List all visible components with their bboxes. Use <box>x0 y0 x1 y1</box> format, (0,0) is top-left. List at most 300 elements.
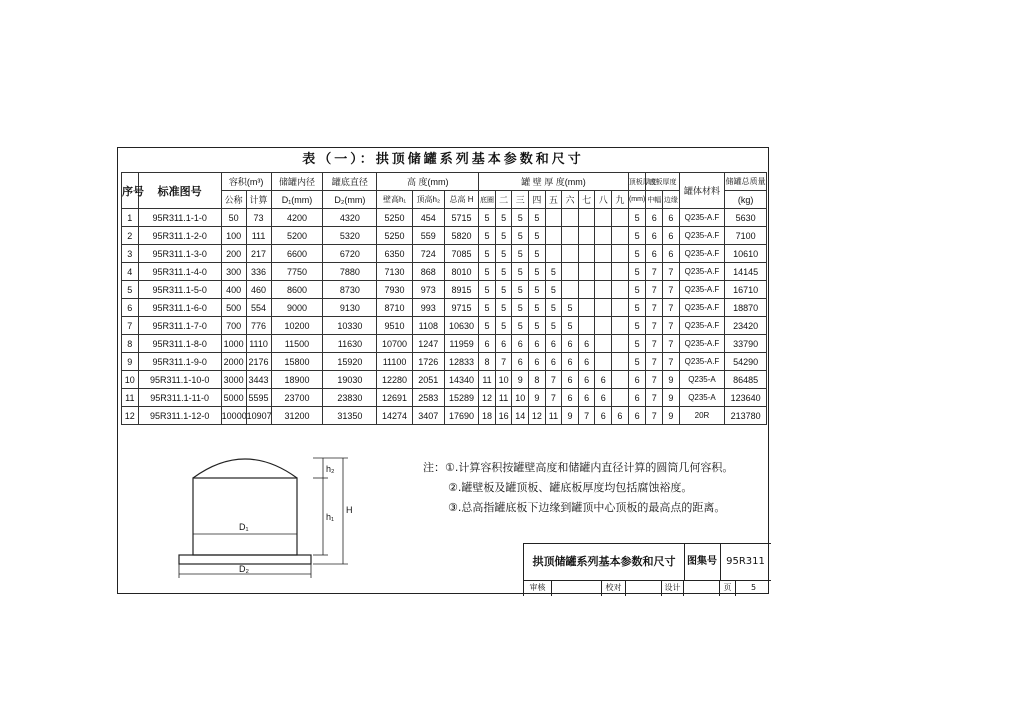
course-thk-cell: 5 <box>562 299 579 317</box>
course-thk-cell: 11 <box>545 407 562 425</box>
course-thk-cell: 9 <box>562 407 579 425</box>
thk-top-cell: 5 <box>628 227 646 245</box>
course-thk-cell <box>578 317 595 335</box>
course-thk-cell: 5 <box>495 299 512 317</box>
course-thk-cell: 5 <box>479 209 496 227</box>
course-thk-cell <box>595 281 612 299</box>
review-label: 审核 <box>524 580 552 596</box>
course-thk-cell: 5 <box>512 245 529 263</box>
course-thk-cell: 8 <box>479 353 496 371</box>
course-thk-cell: 11 <box>495 389 512 407</box>
cap-calc-cell: 336 <box>246 263 271 281</box>
course-thk-cell <box>578 245 595 263</box>
seq-cell: 7 <box>122 317 139 335</box>
thk-edge-cell: 6 <box>663 227 680 245</box>
thk-top-cell: 5 <box>628 263 646 281</box>
material-cell: Q235-A.F <box>679 245 725 263</box>
cap-nominal-cell: 500 <box>221 299 246 317</box>
col-cap-calc: 计算 <box>246 191 271 209</box>
table-row <box>122 371 767 389</box>
d2-cell: 19030 <box>323 371 377 389</box>
material-cell: 20R <box>679 407 725 425</box>
course-thk-cell <box>612 209 629 227</box>
seq-cell: 3 <box>122 245 139 263</box>
std-no-cell: 95R311.1-4-0 <box>138 263 221 281</box>
course-thk-cell: 6 <box>562 335 579 353</box>
course-thk-cell: 5 <box>495 227 512 245</box>
note-1: 注：①.计算容积按罐壁高度和储罐内直径计算的圆筒几何容积。 <box>423 461 734 474</box>
thk-mid-cell: 7 <box>646 317 663 335</box>
thk-mid-cell: 7 <box>646 335 663 353</box>
thk-edge-cell: 7 <box>663 281 680 299</box>
col-h-wall: 壁高h₁ <box>377 191 412 209</box>
std-no-cell: 95R311.1-3-0 <box>138 245 221 263</box>
h-total-cell: 11959 <box>444 335 478 353</box>
h-top-cell: 973 <box>412 281 444 299</box>
d1-cell: 5200 <box>271 227 323 245</box>
h-total-cell: 15289 <box>444 389 478 407</box>
thk-edge-cell: 9 <box>663 407 680 425</box>
col-course-9: 九 <box>612 191 629 209</box>
d1-cell: 31200 <box>271 407 323 425</box>
thk-edge-cell: 7 <box>663 317 680 335</box>
std-no-cell: 95R311.1-10-0 <box>138 371 221 389</box>
d2-cell: 23830 <box>323 389 377 407</box>
col-std-no: 标准图号 <box>138 173 221 209</box>
weight-cell: 23420 <box>725 317 767 335</box>
d2-cell: 8730 <box>323 281 377 299</box>
col-h-top: 顶高h₂ <box>412 191 444 209</box>
atlas-label: 图集号 <box>684 544 721 580</box>
signature-row <box>524 580 771 596</box>
label-h1: h₁ <box>326 512 335 522</box>
h-top-cell: 559 <box>412 227 444 245</box>
std-no-cell: 95R311.1-11-0 <box>138 389 221 407</box>
thk-top-cell: 5 <box>628 281 646 299</box>
h-total-cell: 9715 <box>444 299 478 317</box>
cap-calc-cell: 10907 <box>246 407 271 425</box>
h-wall-cell: 12691 <box>377 389 412 407</box>
course-thk-cell: 5 <box>529 281 546 299</box>
tank-base <box>179 555 311 564</box>
course-thk-cell: 5 <box>512 263 529 281</box>
course-thk-cell <box>612 263 629 281</box>
course-thk-cell <box>595 317 612 335</box>
course-thk-cell <box>612 281 629 299</box>
col-d1-unit: D₁(mm) <box>271 191 323 209</box>
table-row <box>122 263 767 281</box>
seq-cell: 12 <box>122 407 139 425</box>
course-thk-cell: 6 <box>578 371 595 389</box>
col-thk-bottom: 底板厚度 <box>646 173 679 191</box>
course-thk-cell: 7 <box>545 371 562 389</box>
col-thk-unit: (mm) <box>628 191 646 209</box>
course-thk-cell: 6 <box>562 371 579 389</box>
course-thk-cell: 18 <box>479 407 496 425</box>
col-material: 罐体材料 <box>679 173 725 209</box>
course-thk-cell: 5 <box>529 317 546 335</box>
d2-cell: 9130 <box>323 299 377 317</box>
cap-calc-cell: 217 <box>246 245 271 263</box>
h-wall-cell: 5250 <box>377 209 412 227</box>
d1-cell: 18900 <box>271 371 323 389</box>
col-height: 高 度(mm) <box>377 173 479 191</box>
seq-cell: 2 <box>122 227 139 245</box>
thk-top-cell: 6 <box>628 389 646 407</box>
col-thk-top: 顶板厚度 <box>628 173 646 191</box>
h-top-cell: 724 <box>412 245 444 263</box>
review-signature <box>552 580 602 596</box>
page-number: 5 <box>750 583 757 592</box>
h-top-cell: 3407 <box>412 407 444 425</box>
course-thk-cell: 6 <box>562 353 579 371</box>
course-thk-cell <box>612 317 629 335</box>
cap-nominal-cell: 2000 <box>221 353 246 371</box>
material-cell: Q235-A.F <box>679 263 725 281</box>
cap-calc-cell: 460 <box>246 281 271 299</box>
course-thk-cell: 7 <box>578 407 595 425</box>
std-no-cell: 95R311.1-2-0 <box>138 227 221 245</box>
course-thk-cell: 5 <box>479 317 496 335</box>
table-row <box>122 407 767 425</box>
col-course-8: 八 <box>595 191 612 209</box>
material-cell: Q235-A.F <box>679 299 725 317</box>
h-total-cell: 5715 <box>444 209 478 227</box>
course-thk-cell <box>578 209 595 227</box>
table-row <box>122 281 767 299</box>
thk-edge-cell: 7 <box>663 299 680 317</box>
cap-calc-cell: 111 <box>246 227 271 245</box>
std-no-cell: 95R311.1-1-0 <box>138 209 221 227</box>
d1-cell: 10200 <box>271 317 323 335</box>
h-total-cell: 8010 <box>444 263 478 281</box>
thk-top-cell: 5 <box>628 335 646 353</box>
course-thk-cell <box>612 371 629 389</box>
material-cell: Q235-A.F <box>679 335 725 353</box>
thk-top-cell: 5 <box>628 317 646 335</box>
title-block <box>523 543 771 596</box>
col-weight: 储罐总质量 <box>725 173 767 191</box>
course-thk-cell: 10 <box>512 389 529 407</box>
course-thk-cell: 5 <box>529 209 546 227</box>
course-thk-cell: 6 <box>578 335 595 353</box>
col-bottom-dia: 罐底直径 <box>323 173 377 191</box>
thk-mid-cell: 7 <box>646 299 663 317</box>
seq-cell: 5 <box>122 281 139 299</box>
seq-cell: 11 <box>122 389 139 407</box>
h-total-cell: 7085 <box>444 245 478 263</box>
course-thk-cell: 6 <box>595 371 612 389</box>
course-thk-cell <box>595 245 612 263</box>
material-cell: Q235-A <box>679 371 725 389</box>
std-no-cell: 95R311.1-8-0 <box>138 335 221 353</box>
course-thk-cell: 5 <box>545 281 562 299</box>
d1-cell: 23700 <box>271 389 323 407</box>
weight-cell: 10610 <box>725 245 767 263</box>
course-thk-cell: 5 <box>495 317 512 335</box>
col-thk-edge: 边缘 <box>663 191 680 209</box>
col-inner-dia: 储罐内径 <box>271 173 323 191</box>
d1-cell: 11500 <box>271 335 323 353</box>
col-wall-thk: 罐 壁 厚 度(mm) <box>479 173 629 191</box>
course-thk-cell: 5 <box>495 245 512 263</box>
course-thk-cell <box>578 281 595 299</box>
course-thk-cell: 5 <box>512 227 529 245</box>
thk-edge-cell: 7 <box>663 335 680 353</box>
table-row <box>122 227 767 245</box>
tank-shell <box>193 478 297 555</box>
table-row <box>122 335 767 353</box>
seq-cell: 6 <box>122 299 139 317</box>
thk-mid-cell: 7 <box>646 263 663 281</box>
thk-top-cell: 5 <box>628 245 646 263</box>
h-wall-cell: 7930 <box>377 281 412 299</box>
table-row <box>122 209 767 227</box>
std-no-cell: 95R311.1-6-0 <box>138 299 221 317</box>
label-d2: D₂ <box>239 564 249 574</box>
d2-cell: 5320 <box>323 227 377 245</box>
course-thk-cell <box>595 227 612 245</box>
h-wall-cell: 7130 <box>377 263 412 281</box>
course-thk-cell: 5 <box>479 245 496 263</box>
course-thk-cell: 5 <box>479 299 496 317</box>
h-wall-cell: 5250 <box>377 227 412 245</box>
thk-mid-cell: 6 <box>646 227 663 245</box>
cap-nominal-cell: 100 <box>221 227 246 245</box>
d1-cell: 15800 <box>271 353 323 371</box>
course-thk-cell <box>545 209 562 227</box>
course-thk-cell: 5 <box>529 227 546 245</box>
course-thk-cell: 6 <box>495 335 512 353</box>
col-h-total: 总高 H <box>444 191 478 209</box>
parameter-table <box>121 172 767 425</box>
thk-edge-cell: 6 <box>663 209 680 227</box>
weight-cell: 16710 <box>725 281 767 299</box>
titleblock-title: 拱顶储罐系列基本参数和尺寸 <box>524 544 685 580</box>
notes <box>423 458 733 518</box>
weight-cell: 5630 <box>725 209 767 227</box>
h-total-cell: 10630 <box>444 317 478 335</box>
cap-nominal-cell: 700 <box>221 317 246 335</box>
course-thk-cell: 12 <box>529 407 546 425</box>
cap-nominal-cell: 300 <box>221 263 246 281</box>
course-thk-cell: 5 <box>479 263 496 281</box>
seq-cell: 9 <box>122 353 139 371</box>
h-wall-cell: 9510 <box>377 317 412 335</box>
col-course-7: 七 <box>578 191 595 209</box>
course-thk-cell: 5 <box>512 209 529 227</box>
d1-cell: 6600 <box>271 245 323 263</box>
d1-cell: 7750 <box>271 263 323 281</box>
course-thk-cell <box>612 335 629 353</box>
course-thk-cell: 5 <box>545 263 562 281</box>
tank-diagram <box>173 448 423 588</box>
h-total-cell: 14340 <box>444 371 478 389</box>
course-thk-cell <box>612 353 629 371</box>
col-course-5: 五 <box>545 191 562 209</box>
course-thk-cell <box>595 263 612 281</box>
course-thk-cell <box>562 281 579 299</box>
thk-top-cell: 6 <box>628 407 646 425</box>
cap-calc-cell: 776 <box>246 317 271 335</box>
course-thk-cell: 6 <box>578 389 595 407</box>
note-2: ②.罐壁板及罐顶板、罐底板厚度均包括腐蚀裕度。 <box>448 481 693 494</box>
material-cell: Q235-A.F <box>679 353 725 371</box>
weight-cell: 123640 <box>725 389 767 407</box>
course-thk-cell: 5 <box>479 281 496 299</box>
course-thk-cell <box>562 263 579 281</box>
course-thk-cell <box>612 227 629 245</box>
course-thk-cell: 7 <box>495 353 512 371</box>
course-thk-cell: 5 <box>545 317 562 335</box>
h-total-cell: 5820 <box>444 227 478 245</box>
cap-nominal-cell: 5000 <box>221 389 246 407</box>
course-thk-cell <box>612 245 629 263</box>
course-thk-cell: 5 <box>495 263 512 281</box>
cap-nominal-cell: 200 <box>221 245 246 263</box>
course-thk-cell: 6 <box>562 389 579 407</box>
material-cell: Q235-A.F <box>679 281 725 299</box>
course-thk-cell: 7 <box>545 389 562 407</box>
course-thk-cell: 6 <box>479 335 496 353</box>
col-capacity: 容积(m³) <box>221 173 271 191</box>
course-thk-cell: 12 <box>479 389 496 407</box>
h-top-cell: 1108 <box>412 317 444 335</box>
course-thk-cell <box>562 245 579 263</box>
thk-mid-cell: 6 <box>646 245 663 263</box>
course-thk-cell: 10 <box>495 371 512 389</box>
label-d1: D₁ <box>239 522 249 532</box>
course-thk-cell: 6 <box>529 335 546 353</box>
col-seq: 序号 <box>122 173 139 209</box>
course-thk-cell: 5 <box>562 317 579 335</box>
d2-cell: 31350 <box>323 407 377 425</box>
header-row-1 <box>122 173 767 191</box>
weight-cell: 7100 <box>725 227 767 245</box>
material-cell: Q235-A.F <box>679 317 725 335</box>
weight-cell: 14145 <box>725 263 767 281</box>
label-h2: h₂ <box>326 464 335 474</box>
check-label: 校对 <box>602 580 626 596</box>
course-thk-cell <box>595 353 612 371</box>
col-d2-unit: D₂(mm) <box>323 191 377 209</box>
course-thk-cell: 5 <box>512 317 529 335</box>
design-label: 设计 <box>662 580 684 596</box>
h-wall-cell: 11100 <box>377 353 412 371</box>
thk-edge-cell: 9 <box>663 371 680 389</box>
course-thk-cell: 5 <box>529 263 546 281</box>
course-thk-cell: 6 <box>512 353 529 371</box>
material-cell: Q235-A.F <box>679 209 725 227</box>
std-no-cell: 95R311.1-9-0 <box>138 353 221 371</box>
course-thk-cell: 9 <box>529 389 546 407</box>
thk-edge-cell: 6 <box>663 245 680 263</box>
cap-nominal-cell: 3000 <box>221 371 246 389</box>
table-row <box>122 245 767 263</box>
d2-cell: 4320 <box>323 209 377 227</box>
course-thk-cell <box>545 227 562 245</box>
thk-top-cell: 5 <box>628 209 646 227</box>
course-thk-cell: 6 <box>545 353 562 371</box>
h-wall-cell: 10700 <box>377 335 412 353</box>
course-thk-cell: 5 <box>512 281 529 299</box>
course-thk-cell <box>595 299 612 317</box>
course-thk-cell: 9 <box>512 371 529 389</box>
table-row <box>122 299 767 317</box>
course-thk-cell <box>612 299 629 317</box>
table-row <box>122 353 767 371</box>
thk-mid-cell: 7 <box>646 353 663 371</box>
course-thk-cell: 6 <box>512 335 529 353</box>
weight-cell: 86485 <box>725 371 767 389</box>
thk-edge-cell: 9 <box>663 389 680 407</box>
cap-calc-cell: 73 <box>246 209 271 227</box>
h-top-cell: 2051 <box>412 371 444 389</box>
note-3: ③.总高指罐底板下边缘到罐顶中心顶板的最高点的距离。 <box>448 501 726 514</box>
col-course-2: 二 <box>495 191 512 209</box>
h-top-cell: 868 <box>412 263 444 281</box>
course-thk-cell: 5 <box>495 209 512 227</box>
course-thk-cell: 5 <box>529 245 546 263</box>
h-total-cell: 12833 <box>444 353 478 371</box>
course-thk-cell: 14 <box>512 407 529 425</box>
material-cell: Q235-A.F <box>679 227 725 245</box>
h-total-cell: 8915 <box>444 281 478 299</box>
cap-calc-cell: 3443 <box>246 371 271 389</box>
course-thk-cell: 6 <box>529 353 546 371</box>
seq-cell: 4 <box>122 263 139 281</box>
d1-cell: 8600 <box>271 281 323 299</box>
col-course-4: 四 <box>529 191 546 209</box>
label-H: H <box>346 505 353 515</box>
course-thk-cell <box>545 245 562 263</box>
seq-cell: 8 <box>122 335 139 353</box>
drawing-sheet <box>117 147 769 594</box>
cap-calc-cell: 1110 <box>246 335 271 353</box>
course-thk-cell <box>595 209 612 227</box>
cap-nominal-cell: 1000 <box>221 335 246 353</box>
d2-cell: 10330 <box>323 317 377 335</box>
h-wall-cell: 12280 <box>377 371 412 389</box>
d1-cell: 9000 <box>271 299 323 317</box>
col-course-1: 底圈 <box>479 191 496 209</box>
thk-mid-cell: 7 <box>646 281 663 299</box>
course-thk-cell: 6 <box>578 353 595 371</box>
course-thk-cell <box>612 389 629 407</box>
seq-cell: 1 <box>122 209 139 227</box>
weight-cell: 18870 <box>725 299 767 317</box>
thk-top-cell: 5 <box>628 299 646 317</box>
thk-mid-cell: 6 <box>646 209 663 227</box>
h-wall-cell: 14274 <box>377 407 412 425</box>
course-thk-cell: 16 <box>495 407 512 425</box>
std-no-cell: 95R311.1-7-0 <box>138 317 221 335</box>
check-signature <box>626 580 662 596</box>
h-top-cell: 2583 <box>412 389 444 407</box>
col-weight-unit: (kg) <box>725 191 767 209</box>
d2-cell: 15920 <box>323 353 377 371</box>
thk-mid-cell: 7 <box>646 371 663 389</box>
std-no-cell: 95R311.1-5-0 <box>138 281 221 299</box>
h-wall-cell: 8710 <box>377 299 412 317</box>
std-no-cell: 95R311.1-12-0 <box>138 407 221 425</box>
h-top-cell: 454 <box>412 209 444 227</box>
course-thk-cell: 6 <box>545 335 562 353</box>
col-cap-nominal: 公称 <box>221 191 246 209</box>
course-thk-cell: 5 <box>512 299 529 317</box>
col-course-3: 三 <box>512 191 529 209</box>
d1-cell: 4200 <box>271 209 323 227</box>
